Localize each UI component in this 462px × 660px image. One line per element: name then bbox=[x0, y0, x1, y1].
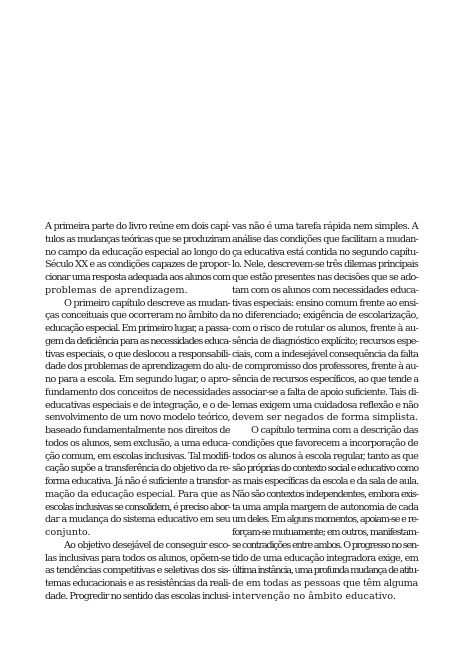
text-line: dade dos problemas de aprendizagem do alu- bbox=[45, 361, 230, 373]
text-line: de em todas as pessoas que têm alguma bbox=[232, 578, 418, 589]
text-line: todos os alunos, sem exclusão, a uma educa- bbox=[45, 437, 230, 449]
text-line: senvolvimento de um novo modelo teórico, bbox=[45, 412, 230, 424]
text-line: se contradições entre ambos. O progresso no sen- bbox=[232, 539, 418, 551]
text-line: com o risco de rotular os alunos, frente à au- bbox=[232, 323, 418, 334]
text-line: cionar uma resposta adequada aos alunos com bbox=[45, 272, 230, 283]
text-line: associar-se a falta de apoio suficiente. Tais di- bbox=[232, 386, 419, 398]
text-line: ças conceituais que ocorreram no âmbito da bbox=[45, 310, 230, 322]
text-line: todos os alunos à escola regular, tanto as que bbox=[232, 450, 418, 462]
right-text-column bbox=[232, 221, 418, 604]
text-line: forçam-se mutuamente; em outros, manifestam- bbox=[232, 527, 418, 538]
text-line: que estão presentes nas decisões que se ado- bbox=[232, 272, 418, 283]
text-line: tulos as mudanças teóricas que se produziram bbox=[45, 233, 230, 245]
text-line: um deles. Em alguns momentos, apoiam-se e re- bbox=[232, 514, 418, 526]
text-line: dar a mudança do sistema educativo em seu bbox=[45, 514, 230, 526]
text-line: ta uma ampla margem de autonomia de cada bbox=[232, 501, 418, 513]
text-line: tam com os alunos com necessidades educa- bbox=[232, 284, 418, 296]
text-line: última instância, uma profunda mudança de atitu- bbox=[232, 565, 418, 577]
text-line: fundamento dos conceitos de necessidades bbox=[45, 386, 230, 398]
text-line: sência de diagnóstico explícito; recursos espe- bbox=[232, 335, 418, 347]
text-line: vas não é uma tarefa rápida nem simples. A bbox=[232, 221, 418, 232]
text-line: ça educativa está contida no segundo capítu- bbox=[232, 246, 418, 258]
text-line: as mais específicas da escola e da sala de aula. bbox=[232, 476, 419, 487]
text-line: são próprias do contexto social e educativo como bbox=[232, 463, 418, 475]
text-line: O capítulo termina com a descrição das bbox=[251, 425, 418, 436]
text-line: ção comum, em escolas inclusivas. Tal modifi- bbox=[45, 450, 231, 462]
text-line: de compromisso dos professores, frente à au- bbox=[232, 361, 418, 373]
text-line: A primeira parte do livro reúne em dois capí- bbox=[45, 221, 230, 232]
text-line: análise das condições que facilitam a mudan- bbox=[232, 233, 418, 245]
text-line: Século XX e as condições capazes de propor- bbox=[45, 259, 230, 271]
text-line: cação supõe a transferência do objetivo da re- bbox=[45, 463, 230, 475]
text-line: dade. Progredir no sentido das escolas inclusi- bbox=[45, 590, 230, 602]
text-line: gem da deficiência para as necessidades educa- bbox=[45, 335, 231, 347]
text-line: ciais, com a indesejável consequência da falta bbox=[232, 348, 418, 360]
text-line: lo. Nele, descrevem-se três dilemas principais bbox=[232, 259, 418, 271]
text-line: no campo da educação especial ao longo do bbox=[45, 246, 230, 258]
text-line: devem ser negados de forma simplista. bbox=[232, 412, 418, 424]
text-line: forma educativa. Já não é suficiente a transfor- bbox=[45, 476, 231, 487]
text-line: baseado fundamentalmente nos direitos de bbox=[45, 425, 230, 436]
text-line: mação da educação especial. Para que as bbox=[45, 488, 230, 500]
text-line: educação especial. Em primeiro lugar, a passa- bbox=[45, 323, 230, 334]
text-line: as tendências competitivas e seletivas dos sis- bbox=[45, 565, 230, 577]
text-line: O primeiro capítulo descreve as mudan- bbox=[64, 297, 230, 309]
text-line: problemas de aprendizagem. bbox=[45, 284, 188, 296]
text-line: no diferenciado; exigência de escolarização, bbox=[232, 310, 418, 322]
text-line: lemas exigem uma cuidadosa reflexão e não bbox=[232, 399, 419, 411]
text-line: tido de uma educação integradora exige, em bbox=[232, 552, 418, 564]
text-line: Ao objetivo desejável de conseguir esco- bbox=[64, 539, 230, 551]
left-text-column bbox=[45, 221, 230, 604]
text-line: conjunto. bbox=[45, 527, 91, 538]
text-line: sência de recursos específicos, ao que tende a bbox=[232, 374, 419, 385]
text-line: tivas especiais, o que deslocou a responsabili- bbox=[45, 348, 230, 360]
text-line: temas educacionais e as resistências da reali- bbox=[45, 578, 230, 589]
text-line: tivas especiais: ensino comum frente ao ensi- bbox=[232, 297, 418, 309]
text-line: las inclusivas para todos os alunos, opõem-se bbox=[45, 552, 230, 564]
text-line: educativas especiais e de integração, e o de- bbox=[45, 399, 230, 411]
text-line: Não são contextos independentes, embora exis- bbox=[232, 488, 418, 500]
text-line: intervenção no âmbito educativo. bbox=[232, 590, 396, 602]
text-line: condições que favorecem a incorporação de bbox=[232, 437, 418, 449]
text-line: no para a escola. Em segundo lugar, o apro- bbox=[45, 374, 230, 385]
text-line: escolas inclusivas se consolidem, é preciso abor- bbox=[45, 501, 230, 513]
